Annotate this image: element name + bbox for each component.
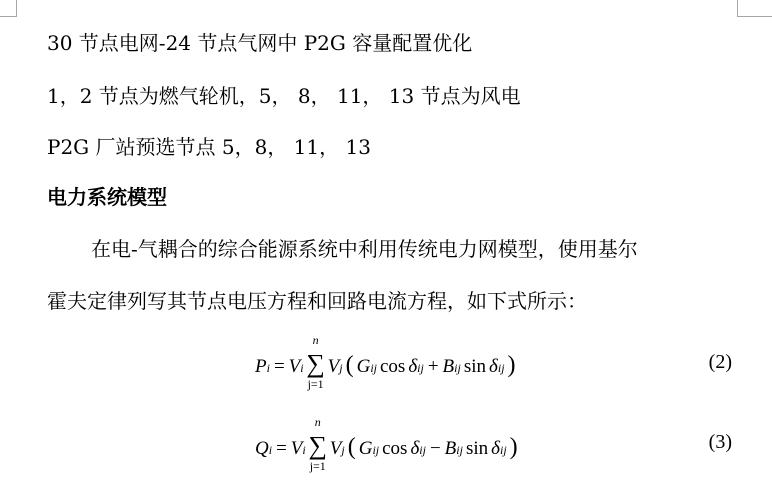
section-heading: 电力系统模型 <box>47 185 167 209</box>
text-line-2: 1，2 节点为燃气轮机，5， 8， 11， 13 节点为风电 <box>47 84 521 108</box>
eq-sign: − <box>429 438 441 459</box>
eq-equals: = <box>273 356 285 377</box>
eq-cos: cos <box>379 356 406 377</box>
eq-g: G <box>358 438 373 459</box>
eq-delta-2: δ <box>489 356 498 377</box>
paragraph-line-2: 霍夫定律列写其节点电压方程和回路电流方程，如下式所示： <box>47 289 587 313</box>
eq-sign: + <box>427 356 439 377</box>
eq-cos: cos <box>382 438 408 459</box>
sum-upper: n <box>314 415 321 429</box>
equation-number-3: (3) <box>708 431 732 453</box>
eq-delta-2: δ <box>491 438 500 459</box>
eq-delta-1: δ <box>408 356 418 377</box>
paragraph-line-1: 在电-气耦合的综合能源系统中利用传统电力网模型，使用基尔 <box>91 237 638 261</box>
open-paren: ( <box>345 352 354 378</box>
eq-b: B <box>442 356 455 377</box>
eq-v2: V <box>329 438 342 459</box>
text-line-1: 30 节点电网-24 节点气网中 P2G 容量配置优化 <box>47 31 473 55</box>
text-line-3: P2G 厂站预选节点 5，8， 11， 13 <box>47 135 371 159</box>
eq-sin: sin <box>465 438 489 459</box>
eq-lhs: P <box>255 356 267 377</box>
close-paren: ) <box>507 352 516 378</box>
eq-g: G <box>356 356 371 377</box>
equation-number-2: (2) <box>708 351 732 373</box>
page-corner-mark-left <box>0 0 17 17</box>
sum-lower: j=1 <box>307 377 324 391</box>
eq-lhs: Q <box>255 438 269 459</box>
page-corner-mark-right <box>737 0 772 17</box>
sum-symbol: ∑ n j=1 <box>305 351 327 377</box>
eq-v2: V <box>327 356 340 377</box>
open-paren: ( <box>347 434 356 460</box>
sum-symbol: ∑ n j=1 <box>307 433 329 459</box>
sum-lower: j=1 <box>309 459 326 473</box>
eq-equals: = <box>276 438 287 459</box>
close-paren: ) <box>509 434 518 460</box>
sum-upper: n <box>312 333 319 347</box>
eq-v1: V <box>290 438 303 459</box>
eq-v1: V <box>288 356 301 377</box>
eq-sin: sin <box>463 356 487 377</box>
eq-delta-1: δ <box>410 438 420 459</box>
eq-b: B <box>444 438 457 459</box>
